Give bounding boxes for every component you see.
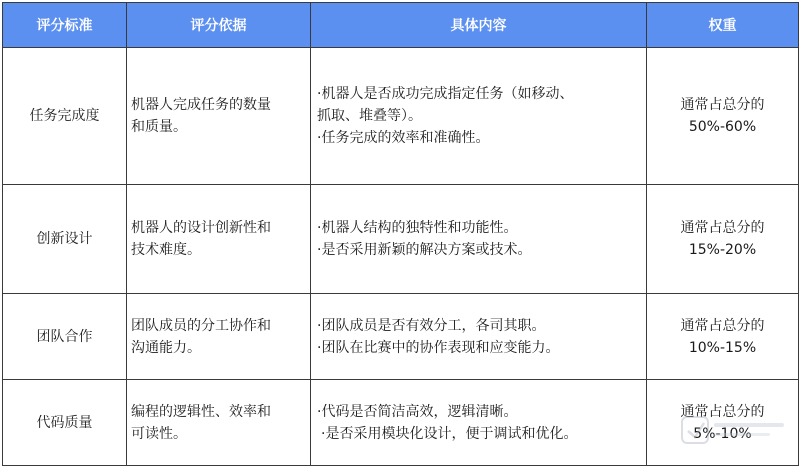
content-line: ·代码是否简洁高效，逻辑清晰。 xyxy=(317,403,518,420)
basis-line: 和质量。 xyxy=(131,119,187,135)
weight-line: 通常占总分的 xyxy=(680,220,765,236)
cell-content xyxy=(311,294,647,380)
header-weight: 权重 xyxy=(647,3,799,48)
cell-content xyxy=(311,185,647,294)
cell-basis xyxy=(127,380,311,466)
basis-line: 编程的逻辑性、效率和 xyxy=(131,403,271,420)
cell-standard: 团队合作 xyxy=(3,294,127,380)
table-header-row xyxy=(3,3,799,48)
cell-weight xyxy=(647,185,799,294)
weight-line: 通常占总分的 xyxy=(680,403,765,420)
cell-standard: 任务完成度 xyxy=(3,48,127,185)
header-standard: 评分标准 xyxy=(3,3,127,48)
content-line: ·机器人结构的独特性和功能性。 xyxy=(317,220,518,236)
basis-line: 技术难度。 xyxy=(131,242,201,258)
cell-content xyxy=(311,48,647,185)
weight-line: 10%-15% xyxy=(688,339,757,356)
table-row xyxy=(3,380,799,466)
header-basis: 评分依据 xyxy=(127,3,311,48)
table-row xyxy=(3,294,799,380)
basis-line: 团队成员的分工协作和 xyxy=(131,317,271,334)
cell-weight xyxy=(647,380,799,466)
header-content: 具体内容 xyxy=(311,3,647,48)
basis-line: 可读性。 xyxy=(131,425,187,442)
cell-basis xyxy=(127,294,311,380)
table-row xyxy=(3,48,799,185)
basis-line: 机器人完成任务的数量 xyxy=(131,97,271,113)
content-line: 抓取、堆叠等）。 xyxy=(317,108,422,124)
cell-basis xyxy=(127,185,311,294)
basis-line: 沟通能力。 xyxy=(131,339,201,356)
weight-line: 通常占总分的 xyxy=(680,97,765,113)
cell-basis xyxy=(127,48,311,185)
weight-line: 5%-10% xyxy=(693,425,752,442)
content-line: ·团队成员是否有效分工，各司其职。 xyxy=(317,317,546,334)
scoring-table-container xyxy=(2,2,798,466)
content-line: ·团队在比赛中的协作表现和应变能力。 xyxy=(317,339,560,356)
content-line: ·任务完成的效率和准确性。 xyxy=(317,130,490,146)
content-line: ·机器人是否成功完成指定任务（如移动、 xyxy=(317,86,574,102)
scoring-criteria-table xyxy=(2,2,799,466)
cell-standard: 代码质量 xyxy=(3,380,127,466)
cell-content xyxy=(311,380,647,466)
cell-standard: 创新设计 xyxy=(3,185,127,294)
cell-weight xyxy=(647,294,799,380)
basis-line: 机器人的设计创新性和 xyxy=(131,220,271,236)
weight-line: 15%-20% xyxy=(688,242,757,258)
cell-weight xyxy=(647,48,799,185)
weight-line: 50%-60% xyxy=(688,119,757,135)
weight-line: 通常占总分的 xyxy=(680,317,765,334)
content-line: ·是否采用新颖的解决方案或技术。 xyxy=(317,242,532,258)
table-row xyxy=(3,185,799,294)
content-line: ·是否采用模块化设计，便于调试和优化。 xyxy=(321,425,578,442)
